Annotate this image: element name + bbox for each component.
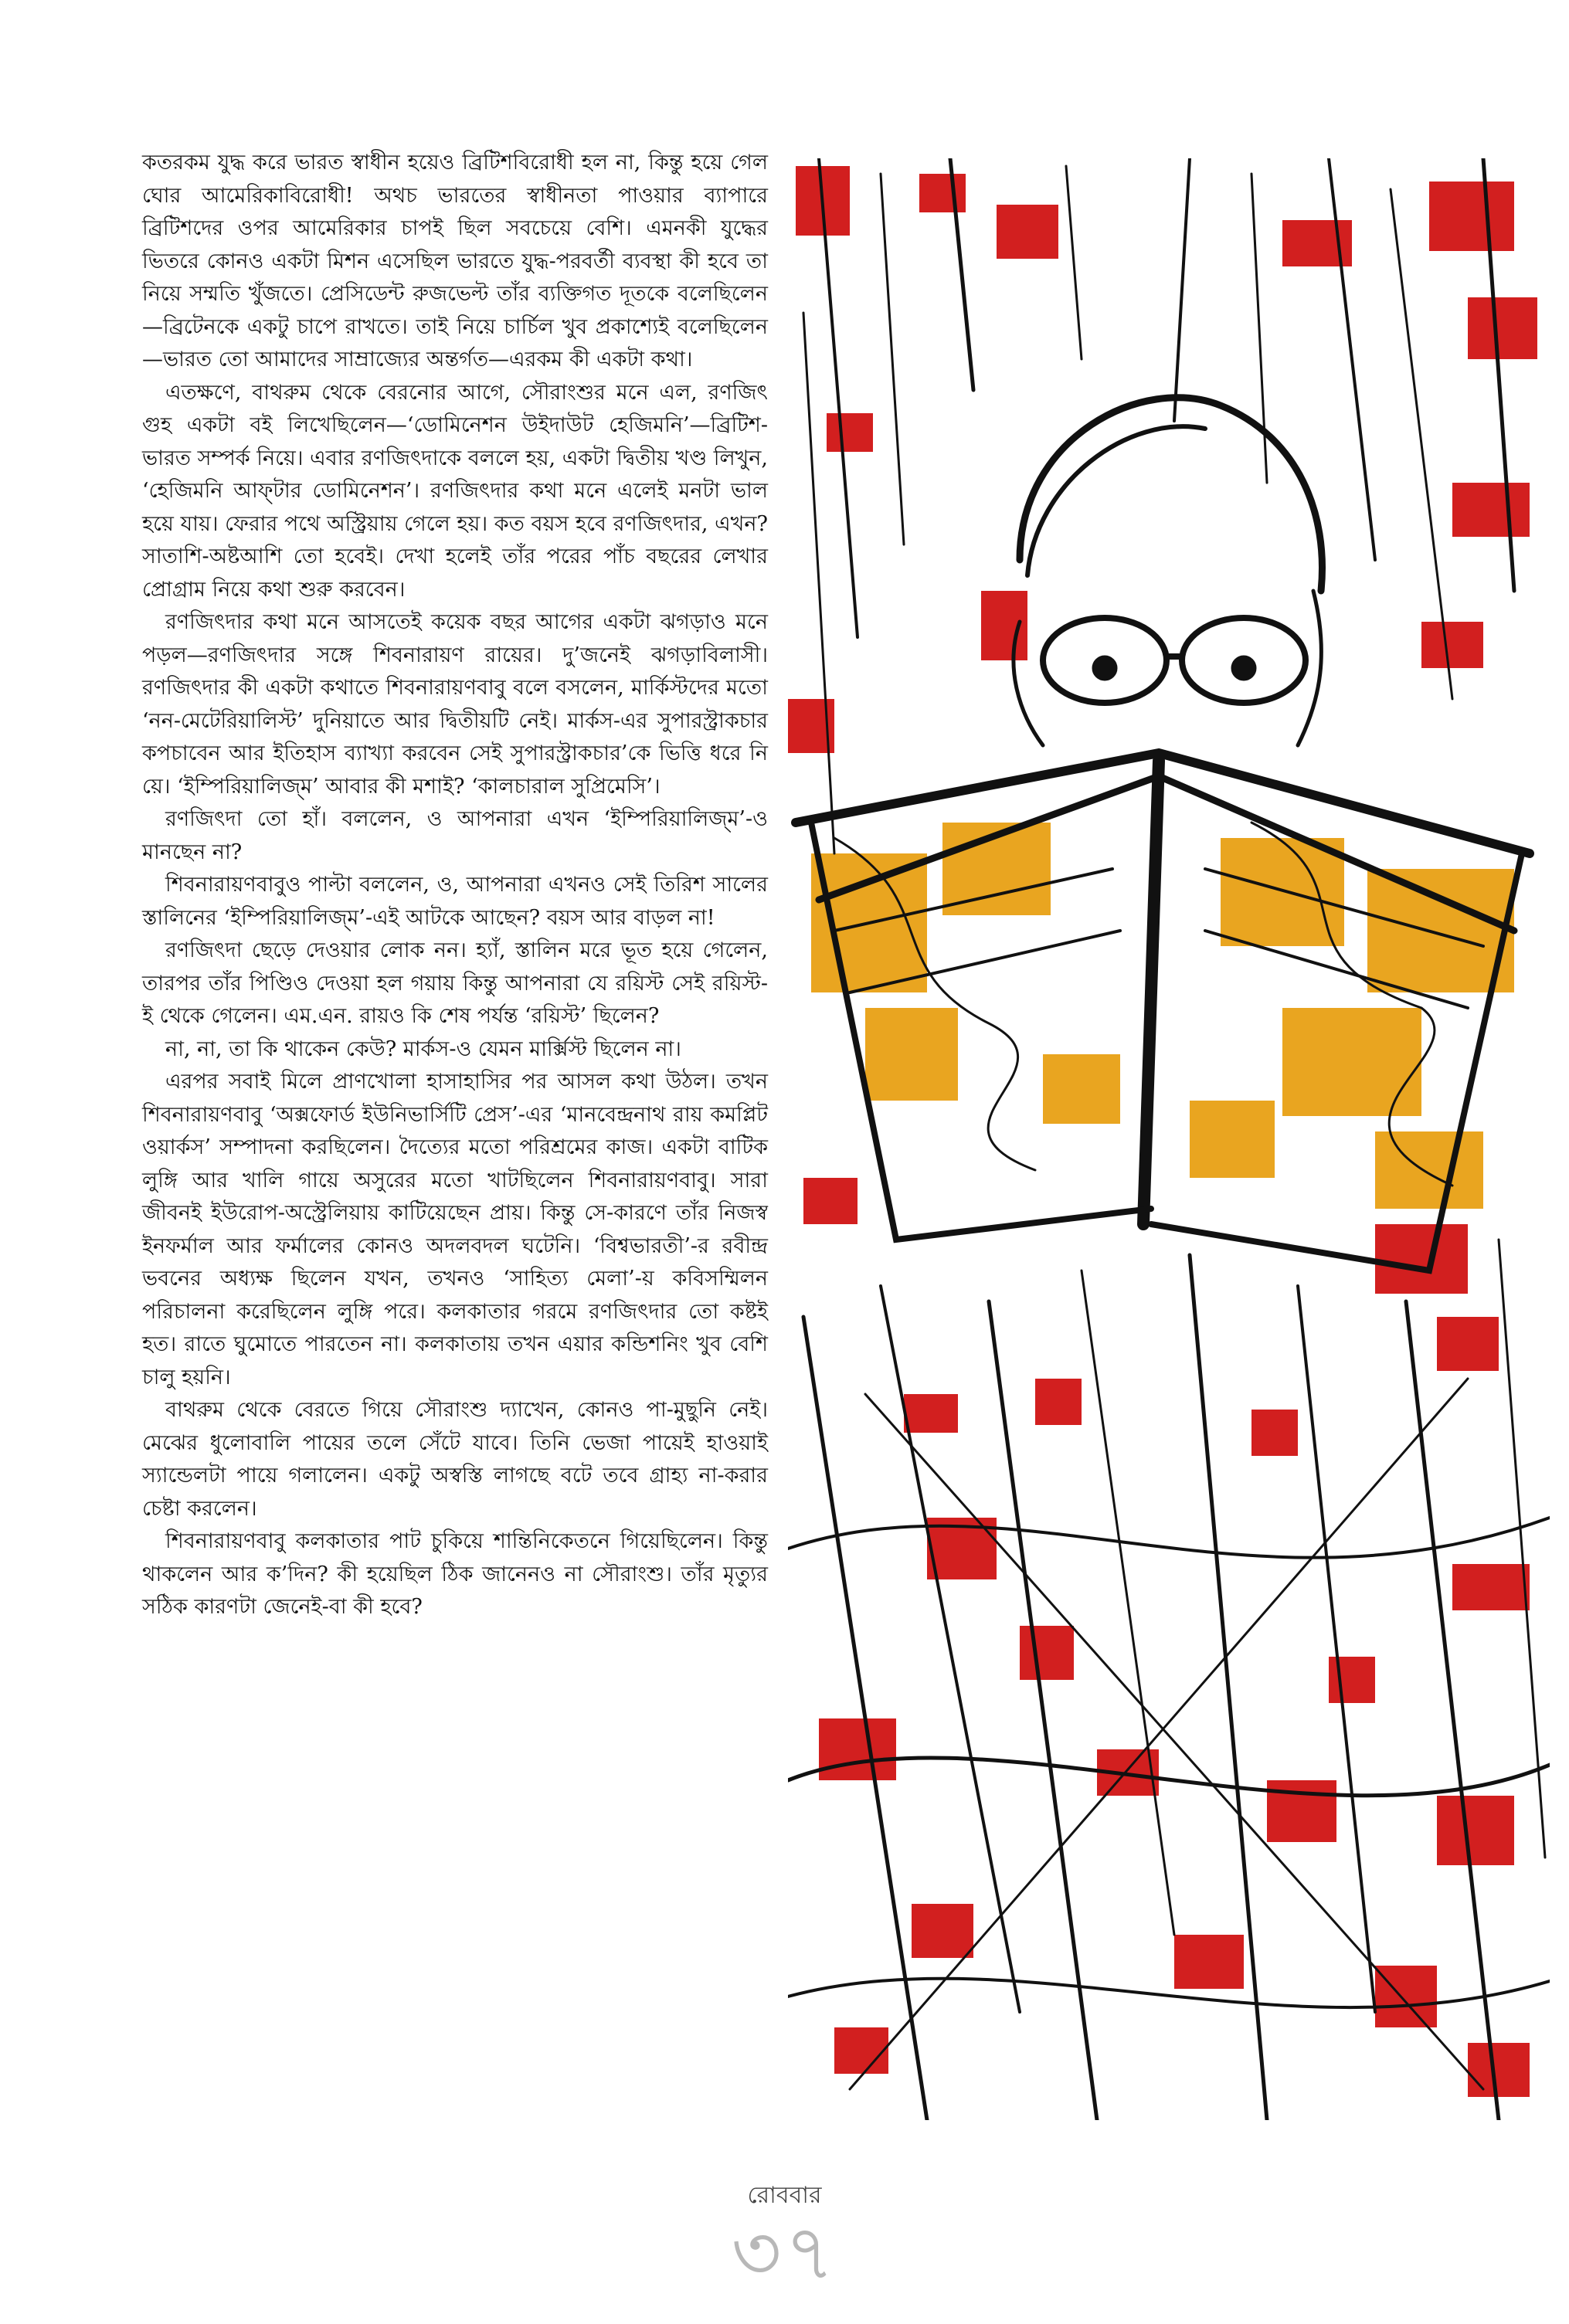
- article-paragraph: এরপর সবাই মিলে প্রাণখোলা হাসাহাসির পর আসল কথা উঠল। তখন শিবনারায়ণবাবু ‘অক্সফোর্ড ইউনিভার্সিটি প্রেস’-এর ‘মানবেন্দ্রনাথ রায় কমপ্লিট ওয়ার্কস’ সম্পাদনা করছিলেন। দৈত্যের মতো পরিশ্রমের কাজ। একটা বাটিক লুঙ্গি আর খালি গায়ে অসুরের মতো খাটছিলেন শিবনারায়ণবাবু। সারা জীবনই ইউরোপ-অস্ট্রেলিয়ায় কাটিয়েছেন প্রায়। কিন্তু সে-কারণে তাঁর নিজস্ব ইনফর্মাল আর ফর্মালের কোনও অদলবদল ঘটেনি। ‘বিশ্বভারতী’-র রবীন্দ্র ভবনের অধ্যক্ষ ছিলেন যখন, তখনও ‘সাহিত্য মেলা’-য় কবিসম্মিলন পরিচালনা করেছিলেন লুঙ্গি পরে। কলকাতার গরমে রণজিৎদার তো কষ্টই হত। রাতে ঘুমোতে পারতেন না। কলকাতায় তখন এয়ার কন্ডিশনিং খুব বেশি চালু হয়নি।: [142, 1070, 768, 1389]
- article-paragraph: না, না, তা কি থাকেন কেউ? মার্কস-ও যেমন মার্ক্সিস্ট ছিলেন না।: [165, 1036, 681, 1061]
- article-paragraph: শিবনারায়ণবাবুও পাল্টা বললেন, ও, আপনারা এখনও সেই তিরিশ সালের স্তালিনের ‘ইম্পিরিয়ালিজ্‌ম’-এই আটকে আছেন? বয়স আর বাড়ল না!: [142, 873, 768, 930]
- sketch-illustration: [788, 158, 1550, 2120]
- article-paragraph: কতরকম যুদ্ধ করে ভারত স্বাধীন হয়েও ব্রিটিশবিরোধী হল না, কিন্তু হয়ে গেল ঘোর আমেরিকাবিরোধী! অথচ ভারতের স্বাধীনতা পাওয়ার ব্যাপারে ব্রিটিশদের ওপর আমেরিকার চাপই ছিল সবচেয়ে বেশি। এমনকী যুদ্ধের ভিতরে কোনও একটা মিশন এসেছিল ভারতে যুদ্ধ-পরবর্তী ব্যবস্থা কী হবে তা নিয়ে সম্মতি খুঁজতে। প্রেসিডেন্ট রুজভেল্ট তাঁর ব্যক্তিগত দূতকে বলেছিলেন—ব্রিটেনকে একটু চাপে রাখতে। তাই নিয়ে চার্চিল খুব প্রকাশ্যেই বলেছিলেন—ভারত তো আমাদের সাম্রাজ্যের অন্তর্গত—এরকম কী একটা কথা।: [142, 151, 768, 372]
- page-number: ৩৭: [731, 2207, 838, 2298]
- article-paragraph: রণজিৎদা ছেড়ে দেওয়ার লোক নন। হ্যাঁ, স্তালিন মরে ভূত হয়ে গেলেন, তারপর তাঁর পিণ্ডিও দেওয়া হল গয়ায় কিন্তু আপনারা যে রয়িস্ট সেই রয়িস্ট-ই থেকে গেলেন। এম.এন. রায়ও কি শেষ পর্যন্ত ‘রয়িস্ট’ ছিলেন?: [142, 938, 768, 1028]
- article-paragraph: রণজিৎদার কথা মনে আসতেই কয়েক বছর আগের একটা ঝগড়াও মনে পড়ল—রণজিৎদার সঙ্গে শিবনারায়ণ রায়ের। দু’জনেই ঝগড়াবিলাসী। রণজিৎদার কী একটা কথাতে শিবনারায়ণবাবু বলে বসলেন, মার্কিস্টদের মতো ‘নন-মেটেরিয়ালিস্ট’ দুনিয়াতে আর দ্বিতীয়টি নেই। মার্কস-এর সুপারস্ট্রাকচার কপচাবেন আর ইতিহাস ব্যাখ্যা করবেন সেই সুপারস্ট্রাকচার’কে ভিত্তি ধরে নি য়ে। ‘ইম্পিরিয়ালিজ্‌ম’ আবার কী মশাই? ‘কালচারাল সুপ্রিমেসি’।: [142, 610, 768, 799]
- magazine-name: রোববার: [747, 2182, 822, 2209]
- article-paragraph: বাথরুম থেকে বেরতে গিয়ে সৌরাংশু দ্যাখেন, কোনও পা-মুছুনি নেই। মেঝের ধুলোবালি পায়ের তলে সেঁটে যাবে। তিনি ভেজা পায়েই হাওয়াই স্যান্ডেলটা পায়ে গলালেন। একটু অস্বস্তি লাগছে বটে তবে গ্রাহ্য না-করার চেষ্টা করলেন।: [142, 1398, 768, 1521]
- article-paragraph: এতক্ষণে, বাথরুম থেকে বেরনোর আগে, সৌরাংশুর মনে এল, রণজিৎ গুহ একটা বই লিখেছিলেন—‘ডোমিনেশন উইদাউট হেজিমনি’—ব্রিটিশ-ভারত সম্পর্ক নিয়ে। এবার রণজিৎদাকে বললে হয়, একটা দ্বিতীয় খণ্ড লিখুন, ‘হেজিমনি আফ্‌টার ডোমিনেশন’। রণজিৎদার কথা মনে এলেই মনটা ভাল হয়ে যায়। ফেরার পথে অস্ট্রিয়ায় গেলে হয়। কত বয়স হবে রণজিৎদার, এখন? সাতাশি-অষ্টআশি তো হবেই। দেখা হলেই তাঁর পরের পাঁচ বছরের লেখার প্রোগ্রাম নিয়ে কথা শুরু করবেন।: [142, 380, 768, 602]
- article-body: [142, 147, 768, 2124]
- article-paragraph: শিবনারায়ণবাবু কলকাতার পাট চুকিয়ে শান্তিনিকেতনে গিয়েছিলেন। কিন্তু থাকলেন আর ক’দিন? কী হয়েছিল ঠিক জানেনও না সৌরাংশু। তাঁর মৃত্যুর সঠিক কারণটা জেনেই-বা কী হবে?: [142, 1529, 768, 1619]
- reading-man-sketch: [788, 158, 1550, 2120]
- article-paragraph: রণজিৎদা তো হাঁ। বললেন, ও আপনারা এখন ‘ইম্পিরিয়ালিজ্‌ম’-ও মানছেন না?: [142, 807, 768, 864]
